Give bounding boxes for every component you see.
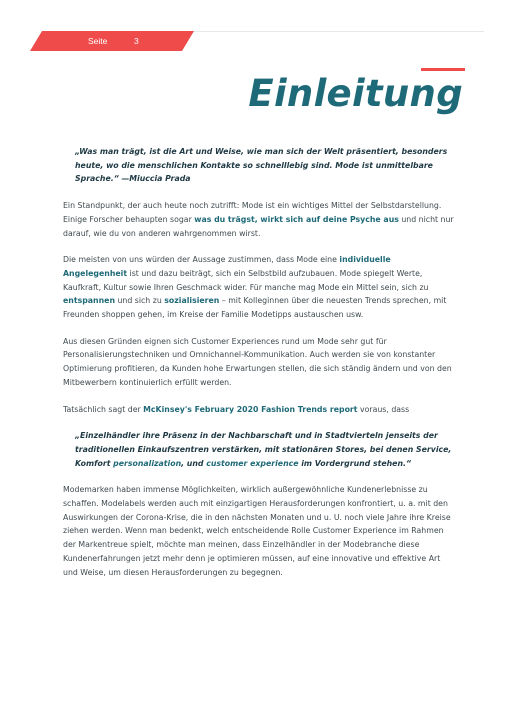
text-segment: Ein Standpunkt, der auch heute noch zutrifft: Mode ist ein wichtiges Mittel der Selbstdarstellung. Einige Forscher behaupten sogar [63,201,442,224]
highlight-text: sozialisieren [164,296,220,306]
report-link[interactable]: McKinsey's February 2020 Fashion Trends report [143,404,358,414]
text-segment: – mit Kolleginnen über die neuesten Trends sprechen, mit Freunden shoppen gehen, im Kreise der Familie Modetipps austauschen usw. [63,296,447,320]
mckinsey-quote [63,429,455,470]
text-segment: und sich zu [115,296,165,306]
text-segment: Tatsächlich sagt der [63,404,144,414]
page-title: Einleitung [248,72,463,115]
highlight-text: customer experience [206,458,299,468]
text-segment: ist und dazu beiträgt, sich ein Selbstbild aufzubauen. Mode spiegelt Werte, Kaufkraft, Kultur sowie Ihren Geschmack wider. Für manche mag Mode ein Mittel sein, sich zu [63,268,429,292]
highlight-text: was du trägst, wirkt sich auf deine Psyche aus [194,214,399,224]
paragraph-4 [63,403,455,417]
text-segment: , und [181,458,207,468]
header-rule [194,31,484,32]
paragraph-2 [63,253,455,322]
page-number: 3 [134,36,139,46]
text-segment: im Vordergrund stehen.“ [298,458,411,468]
highlight-text: personalization [113,458,182,468]
paragraph-5: Modemarken haben immense Möglichkeiten, wirklich außergewöhnliche Kundenerlebnisse zu schaffen. Modelabels werden auch mit einzigartigen Herausforderungen konfrontiert, u. a. mit den Auswirkungen der Corona-Krise, die in den nächsten Monaten und u. U. noch viele Jahre ihre Kreise ziehen werden. Wenn man bedenkt, welch entscheidende Rolle Customer Experience im Rahmen der Markentreue spielt, möchte man meinen, dass Einzelhändler in der Modebranche diese Kundenerfahrungen jetzt mehr denn je optimieren müssen, auf eine innovative und effektive Art und Weise, um diesen Herausforderungen zu begegnen. [63,485,451,577]
quote-author: —Miuccia Prada [121,174,191,184]
text-segment: „Einzelhändler ihre Präsenz in der Nachbarschaft und in Stadtvierteln jenseits der traditionellen Einkaufszentren verstärken, mit stationären Stores, bei denen Service, Komfort [75,431,452,468]
text-segment: und nicht nur darauf, wie du von anderen wahrgenommen wirst. [63,214,454,238]
paragraph-3: Aus diesen Gründen eignen sich Customer Experiences rund um Mode sehr gut für Personalisierungstechniken und Omnichannel-Kommunikation. Auch werden sie von konstanter Optimierung profitieren, da Kunden hohe Erwartungen stellen, die sich ständig ändern und von den Mitbewerbern kontinuierlich erfüllt werden. [63,336,452,387]
text-segment: Die meisten von uns würden der Aussage zustimmen, dass Mode eine [63,255,340,265]
page-label: Seite [88,36,108,46]
highlight-text: entspannen [63,296,115,306]
title-accent-bar [421,68,465,71]
main-content [63,145,455,592]
text-segment: voraus, dass [357,404,410,414]
highlight-text: individuelle Angelegenheit [63,255,391,278]
opening-quote [63,145,455,186]
paragraph-1 [63,199,455,240]
page-tab [30,31,194,51]
quote-text: „Was man trägt, ist die Art und Weise, wie man sich der Welt präsentiert, besonders heute, wo die menschlichen Kontakte so schnelllebig sind. Mode ist unmittelbare Sprache.“ [75,147,448,184]
